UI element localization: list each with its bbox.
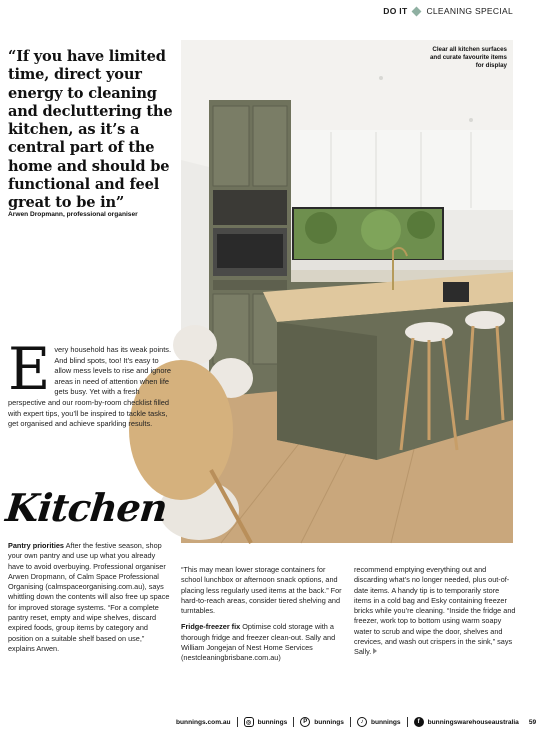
fridge-heading: Fridge-freezer fix	[181, 622, 241, 632]
fridge-paragraph	[181, 622, 345, 663]
photo-caption: Clear all kitchen surfaces and curate favourite items for display	[429, 46, 507, 69]
header-section: CLEANING SPECIAL	[426, 6, 513, 16]
kitchen-photo	[181, 40, 513, 543]
page-number: 59	[528, 718, 536, 726]
intro-text: very household has its weak points. And blind spots, too! It’s easy to allow mess levels to rise and ignore areas in need of attention when life gets busy. Yet with a fresh perspective and our room-by-room checklist filled with expert tips, you’ll be inspired to tackle tasks, get organised and achieve sparkling results.	[8, 345, 172, 429]
footer-tiktok[interactable]: bunnings	[370, 718, 401, 726]
section-title-kitchen: Kitchen	[3, 485, 169, 530]
storage-paragraph: “This may mean lower storage containers for school lunchbox or afternoon snack options, and placing less regularly used items at the back.” For hard-to-reach areas, consider tiered shelving and turntables.	[181, 565, 342, 616]
footer-instagram[interactable]: bunnings	[257, 718, 288, 726]
instagram-icon: ◎	[244, 717, 254, 727]
fridge-text: Optimise cold storage with a thorough fridge and freezer clean-out. Sally and William Jongejan of Nest Home Services (nestcleaningbrisbane.com.au)	[181, 622, 336, 663]
pull-quote-credit: Arwen Dropmann, professional organiser	[8, 211, 138, 218]
page-footer	[176, 717, 536, 727]
section-header	[383, 6, 513, 16]
header-doit: DO IT	[383, 6, 408, 16]
footer-site-link[interactable]: bunnings.com.au	[176, 718, 231, 726]
body-column-2	[181, 565, 345, 670]
kitchen-illustration	[181, 40, 513, 543]
continue-arrow-icon	[373, 648, 377, 654]
pantry-text: After the festive season, shop your own pantry and use up what you already have to avoid overbuying. Professional organiser Arwen Dropmann, of Calm Space Professional Organising (calmspaceorganising.com.au), says whittling down the contents will also free up space for improved storage systems. “For a complete pantry reset, empty and wipe shelves, discard expired foods, group items by category and position on a suitable shelf based on use,” explains Arwen.	[8, 541, 170, 653]
fridge-continued-text: recommend emptying everything out and discarding what’s no longer needed, plus out-of-date items. A handy tip is to temporarily store items in a cold bag and Esky containing freezer bricks while you’re cleaning. “Inside the fridge and freezer, work top to bottom using warm soapy water to scrub and wipe the door, shelves and crevices, and wash out crispers in the sink,” says Sally.	[354, 565, 516, 657]
fridge-continued	[354, 565, 518, 658]
diamond-icon	[412, 6, 422, 16]
footer-divider	[407, 717, 408, 727]
footer-pinterest[interactable]: bunnings	[314, 718, 344, 726]
drop-cap: E	[8, 335, 51, 403]
footer-divider	[293, 717, 294, 727]
facebook-icon: f	[414, 717, 424, 727]
pantry-paragraph	[8, 541, 172, 654]
body-column-1	[8, 541, 172, 660]
pantry-heading: Pantry priorities	[8, 541, 64, 550]
pull-quote: “If you have limited time, direct your energy to cleaning and decluttering the kitchen, as it’s a central part of the home and should be functional and feel great to be in”	[8, 48, 173, 212]
footer-facebook[interactable]: bunningswarehouseaustralia	[427, 718, 519, 726]
footer-divider	[350, 717, 351, 727]
tiktok-icon: ♪	[357, 717, 367, 727]
footer-divider	[237, 717, 238, 727]
body-column-3	[354, 565, 518, 664]
intro-paragraph	[8, 335, 174, 430]
pinterest-icon: P	[300, 717, 310, 727]
